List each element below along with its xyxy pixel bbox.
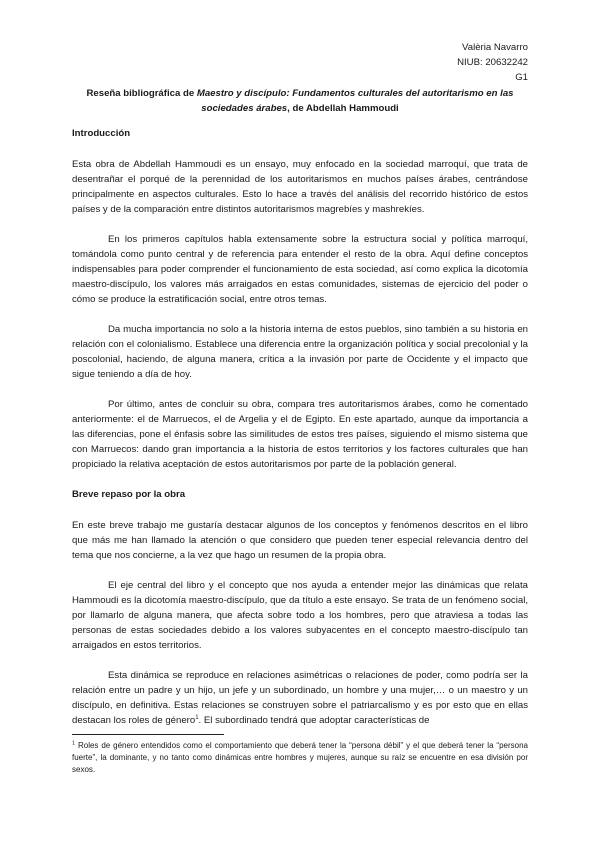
paragraph: En los primeros capítulos habla extensamente sobre la estructura social y política marroquí, tomándola como punto central y de referencia para entender el resto de la obra. Aquí define conceptos indispensables para poder comprender el funcionamiento de esta sociedad, así como explica la dicotomía maestro-discípulo, los valores más arraigados en estas comunidades, sistemas de ejercicio del poder o cómo se produce la estratificación social, entre otros temas. xyxy=(72,234,528,305)
paragraph xyxy=(72,668,528,728)
paragraph-text: Esta dinámica se reproduce en relaciones asimétricas o relaciones de poder, como podría ser la relación entre un padre y un hijo, un jefe y un subordinado, un hombre y una mujer,… o un maestro y un discípulo, en definitiva. Estas relaciones se construyen sobre el patriarcalismo y es por esto que en ellas destacan los roles de género xyxy=(72,670,528,726)
section-heading-breve-repaso: Breve repaso por la obra xyxy=(72,489,186,500)
student-id: NIUB: 20632242 xyxy=(457,57,528,68)
paragraph-text: . El subordinado tendrá que adoptar características de xyxy=(198,715,430,726)
footnote-text: Roles de género entendidos como el comportamiento que deberá tener la “persona débil” y el que deberá tener la “persona fuerte”, la dominante, y no tanto como dinámicas entre hombres y mujeres, aunque su raíz se encuentre en esa división por sexos. xyxy=(72,741,528,774)
paragraph: En este breve trabajo me gustaría destacar algunos de los conceptos y fenómenos descritos en el libro que más me han llamado la atención o que considero que pueden tener especial relevancia dentro del tema que nos concierne, a la vez que hago un resumen de la propia obra. xyxy=(72,520,528,561)
document-body xyxy=(72,126,528,743)
paragraph: Da mucha importancia no solo a la historia interna de estos pueblos, sino también a su historia en relación con el colonialismo. Establece una diferencia entre la organización política y social precolonial y la poscolonial, haciendo, de alguna manera, crítica a la invasión por parte de Occidente y el impacto que sigue teniendo a día de hoy. xyxy=(72,324,528,380)
paragraph: El eje central del libro y el concepto que nos ayuda a entender mejor las dinámicas que relata Hammoudi es la dicotomía maestro-discípulo, que da título a este ensayo. Se trata de un fenómeno social, por llamarlo de alguna manera, que afecta sobre todo a los hombres, pero que atraviesa a todas las personas de estas sociedades debido a los valores subyacentes en el concepto maestro-discípulo tan arraigados en estos territorios. xyxy=(72,580,528,651)
document-title xyxy=(72,86,528,116)
title-suffix: , de Abdellah Hammoudi xyxy=(287,103,399,114)
author-header xyxy=(457,40,528,85)
footnote-number: 1 xyxy=(72,740,76,747)
footnote-divider xyxy=(72,734,224,735)
footnote-reference[interactable]: 1 xyxy=(195,714,199,721)
title-prefix: Reseña bibliográfica de xyxy=(86,88,197,99)
book-title: Maestro y discípulo: Fundamentos culturales del autoritarismo en las sociedades árabes xyxy=(196,88,514,114)
paragraph: Por último, antes de concluir su obra, compara tres autoritarismos árabes, como he comentado anteriormente: el de Marruecos, el de Argelia y el de Egipto. En este apartado, aunque da importancia a las diferencias, pone el énfasis sobre las similitudes de estos tres países, siguiendo el mismo sistema que con Marruecos: dando gran importancia a la historia de estos territorios y los factores culturales que han propiciado la relativa aceptación de estos autoritarismos por parte de la población general. xyxy=(72,399,528,470)
section-heading-introduccion: Introducción xyxy=(72,128,131,139)
footnote xyxy=(72,740,528,776)
paragraph: Esta obra de Abdellah Hammoudi es un ensayo, muy enfocado en la sociedad marroquí, que trata de desentrañar el porqué de la perennidad de los autoritarismos en muchos países árabes, centrándose principalmente en aspectos culturales. Esto lo hace a través del análisis del recorrido histórico de estos países y de la comparación entre distintos autoritarismos magrebíes y mashrekíes. xyxy=(72,159,528,215)
group-label: G1 xyxy=(515,72,528,83)
author-name: Valèria Navarro xyxy=(462,42,528,53)
